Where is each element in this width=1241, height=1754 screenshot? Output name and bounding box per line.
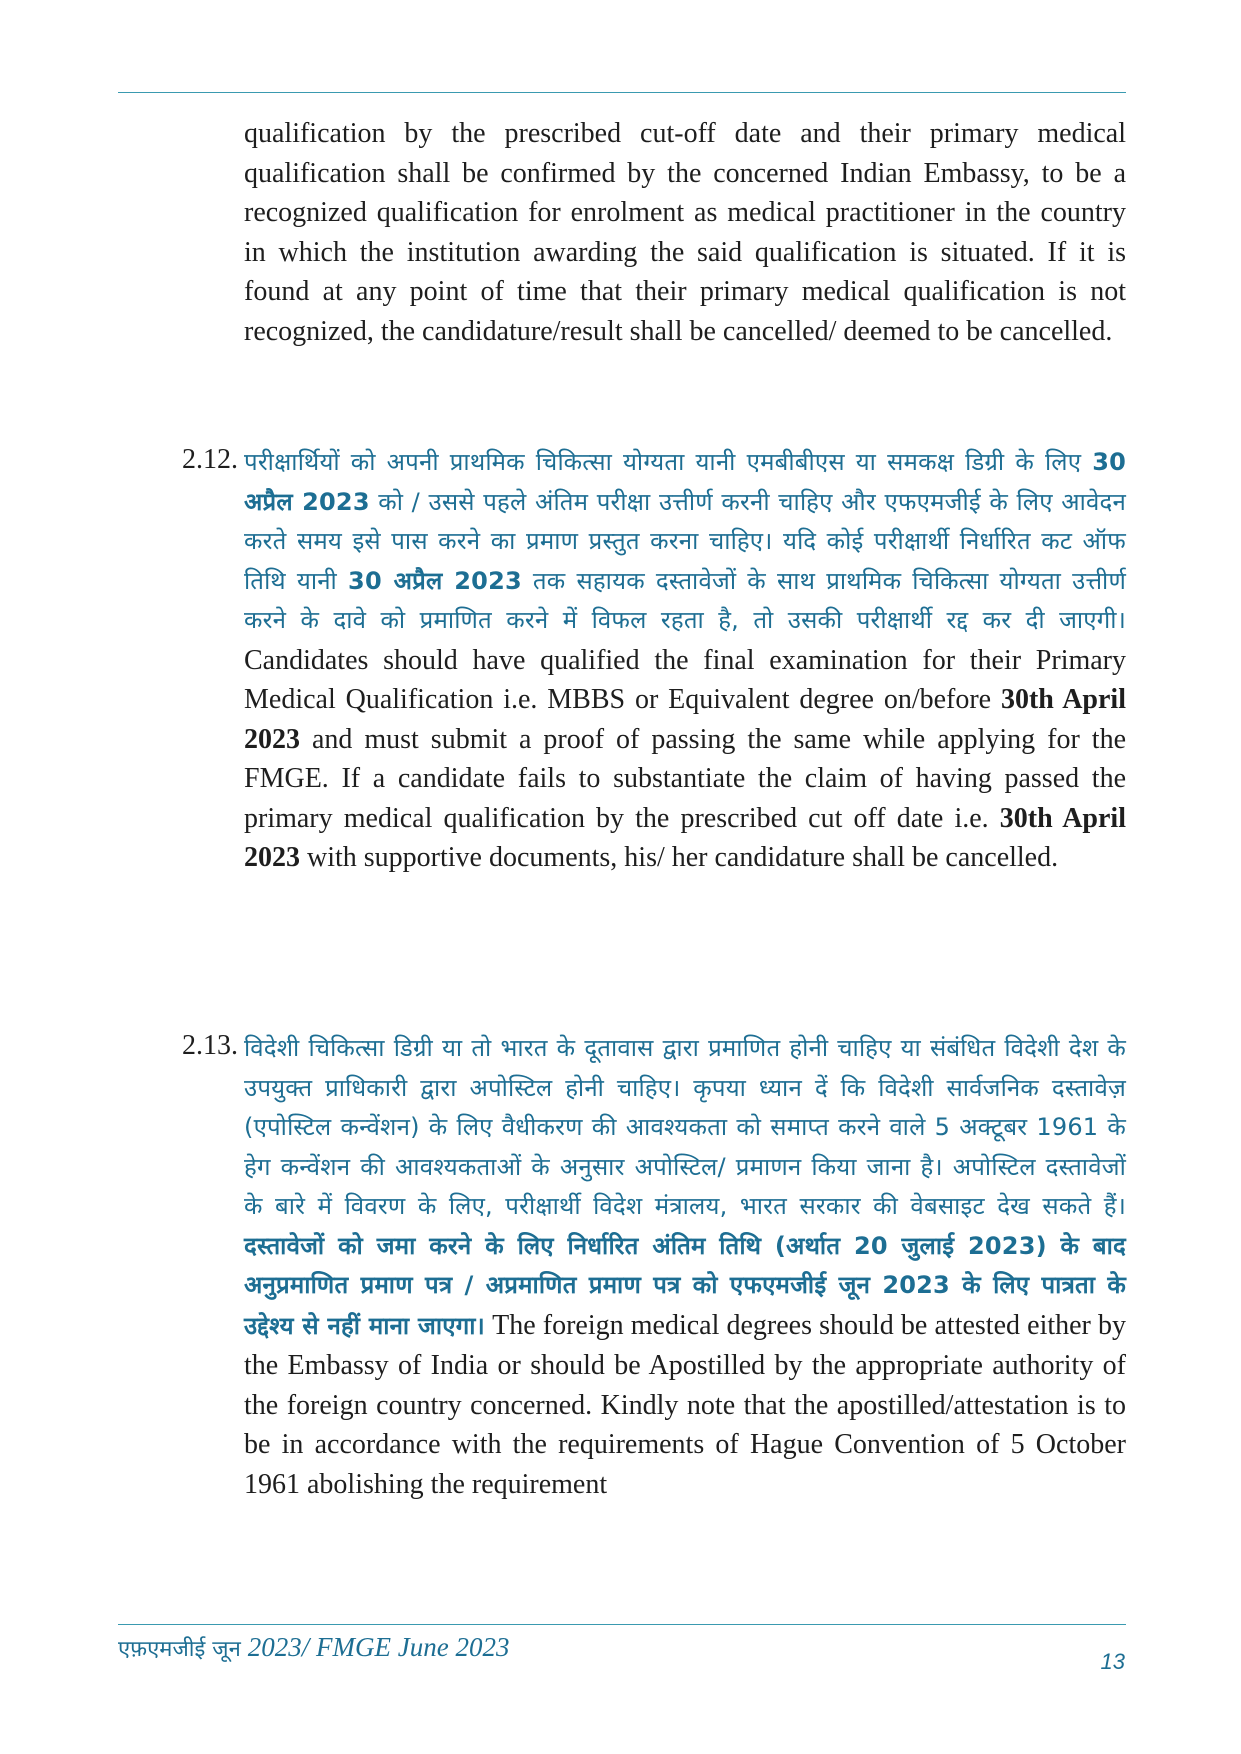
page-number: 13: [1100, 1649, 1125, 1674]
s212-english-date-2: 30th April 2023: [244, 802, 1126, 873]
continuation-text: qualification by the prescribed cut-off date and their primary medical qualification shall be confirmed by the concerned Indian Embassy, to be a recognized qualification for enrolment as medical practitioner in the country in which the institution awarding the said qualification is situated. If it is found at any point of time that their primary medical qualification is not recognized, the candidature/result shall be cancelled/ deemed to be cancelled.: [244, 118, 1126, 347]
footer-rule: [118, 1624, 1126, 1625]
section-number-2-12: 2.12.: [182, 444, 238, 475]
s212-english-1: Candidates should have qualified the final examination for their Primary Medical Qualification i.e. MBBS or Equivalent degree on/before: [244, 644, 1126, 715]
section-number-2-13: 2.13.: [182, 1030, 238, 1061]
footer-hindi: एफ़एमजीई जून: [118, 1637, 248, 1662]
s212-hindi-3: तक सहायक दस्तावेजों के साथ प्राथमिक चिकित्सा योग्यता उत्तीर्ण करने के दावे को प्रमाणित करने में विफल रहता है, तो उसकी परीक्षार्थी रद्द कर दी जाएगी।: [244, 566, 1127, 634]
s212-english-date-1: 30th April 2023: [244, 684, 1126, 755]
s212-hindi-date-2: 30 अप्रैल 2023: [348, 566, 522, 595]
s212-hindi-date-1: 30 अप्रैल 2023: [244, 448, 1126, 516]
s212-english-2: and must submit a proof of passing the same while applying for the FMGE. If a candidate fails to substantiate the claim of having passed the primary medical qualification by the prescribed cut off date i.e.: [244, 723, 1126, 834]
footer-english: 2023/ FMGE June 2023: [247, 1632, 510, 1662]
section-2-13: [244, 1029, 1126, 1504]
s213-english: The foreign medical degrees should be attested either by the Embassy of India or should be Apostilled by the appropriate authority of the foreign country concerned. Kindly note that the apostilled/attestation is to be in accordance with the requirements of Hague Convention of 5 October 1961 abolishing the requirement: [244, 1309, 1127, 1500]
s212-english-3: with supportive documents, his/ her candidature shall be cancelled.: [300, 842, 1059, 873]
header-rule: [118, 92, 1126, 93]
s213-hindi-bold: दस्तावेजों को जमा करने के लिए निर्धारित अंतिम तिथि (अर्थात 20 जुलाई 2023) के बाद अनुप्रमाणित प्रमाण पत्र / अप्रमाणित प्रमाण पत्र को एफएमजीई जून 2023 के लिए पात्रता के उद्देश्य से नहीं माना जाएगा।: [244, 1231, 1126, 1340]
s212-hindi-2: को / उससे पहले अंतिम परीक्षा उत्तीर्ण करनी चाहिए और एफएमजीई के लिए आवेदन करते समय इसे पास करने का प्रमाण प्रस्तुत करना चाहिए। यदि कोई परीक्षार्थी निर्धारित कट ऑफ तिथि यानी: [244, 487, 1126, 595]
continuation-paragraph: [244, 114, 1126, 351]
s212-hindi-1: परीक्षार्थियों को अपनी प्राथमिक चिकित्सा योग्यता यानी एमबीबीएस या समकक्ष डिग्री के लिए: [244, 448, 1093, 476]
s213-hindi-1: विदेशी चिकित्सा डिग्री या तो भारत के दूतावास द्वारा प्रमाणित होनी चाहिए या संबंधित विदेशी देश के उपयुक्त प्राधिकारी द्वारा अपोस्टिल होनी चाहिए। कृपया ध्यान दें कि विदेशी सार्वजनिक दस्तावेज़ (एपोस्टिल कन्वेंशन) के लिए वैधीकरण की आवश्यकता को समाप्त करने वाले 5 अक्टूबर 1961 के हेग कन्वेंशन की आवश्यकताओं के अनुसार अपोस्टिल/ प्रमाणन किया जाना है। अपोस्टिल दस्तावेजों के बारे में विवरण के लिए, परीक्षार्थी विदेश मंत्रालय, भारत सरकार की वेबसाइट देख सकते हैं।: [244, 1034, 1126, 1220]
footer-title: [118, 1632, 510, 1663]
section-2-12: [244, 443, 1126, 878]
